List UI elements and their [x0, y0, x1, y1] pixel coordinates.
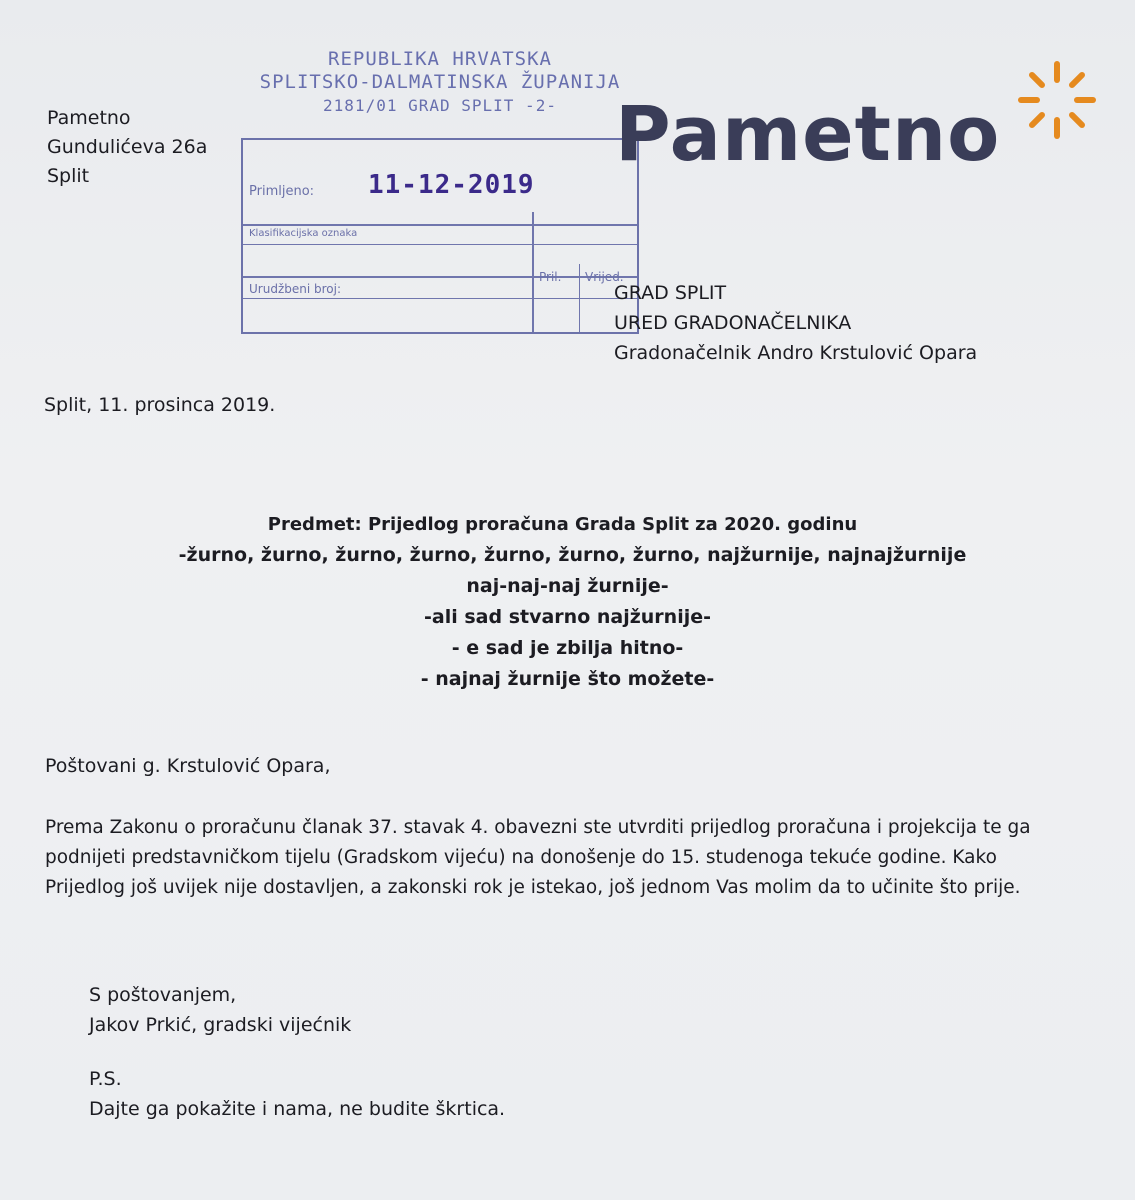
subject-line-3: naj-naj-naj žurnije- [466, 575, 669, 597]
subject-line-5: - e sad je zbilja hitno- [451, 637, 684, 659]
sender-address [47, 104, 207, 191]
sun-icon [1015, 58, 1099, 142]
postscript-label: P.S. [89, 1068, 122, 1090]
stamp-reg-number-label: Urudžbeni broj: [249, 282, 341, 296]
stamp-line-3: 2181/01 GRAD SPLIT -2- [323, 96, 557, 115]
subject-line-6: - najnaj žurnije što možete- [420, 668, 715, 690]
logo-wordmark: Pametno [615, 89, 1001, 178]
postscript-text: Dajte ga pokažite i nama, ne budite škrtica. [89, 1098, 506, 1120]
sender-city: Split [47, 165, 90, 187]
stamp-attachments-label: Pril. [539, 270, 562, 284]
stamp-divider [243, 224, 637, 226]
stamp-divider [243, 298, 637, 299]
stamp-received-label: Primljeno: [249, 184, 315, 199]
body-line-1: Prema Zakonu o proračunu članak 37. stavak 4. obavezni ste utvrditi prijedlog proračuna i projekcija te ga [45, 817, 1031, 838]
subject-line-2: -žurno, žurno, žurno, žurno, žurno, žurno, žurno, najžurnije, najnajžurnije [178, 544, 967, 566]
recipient-line-3: Gradonačelnik Andro Krstulović Opara [614, 342, 978, 364]
body-line-2: podnijeti predstavničkom tijelu (Gradskom vijeću) na donošenje do 15. studenoga tekuće godine. Kako [45, 847, 997, 868]
stamp-received-date: 11-12-2019 [368, 170, 535, 200]
subject-title: Predmet: Prijedlog proračuna Grada Split za 2020. godinu [267, 514, 858, 535]
closing-salutation: S poštovanjem, [89, 984, 237, 1006]
signature-name: Jakov Prkić, gradski vijećnik [89, 1014, 352, 1036]
stamp-line-2: SPLITSKO-DALMATINSKA ŽUPANIJA [259, 71, 621, 93]
greeting: Poštovani g. Krstulović Opara, [45, 755, 331, 777]
stamp-column-divider [579, 264, 580, 332]
letter-date: Split, 11. prosinca 2019. [44, 394, 276, 416]
stamp-divider [243, 244, 637, 245]
sender-street: Gundulićeva 26a [47, 136, 208, 158]
closing-block [89, 980, 351, 1040]
registry-stamp-box [241, 138, 639, 334]
body-line-3: Prijedlog još uvijek nije dostavljen, a zakonski rok je istekao, još jednom Vas molim da to učinite što prije. [45, 877, 1021, 898]
subject-line-4: -ali sad stvarno najžurnije- [424, 606, 711, 628]
stamp-line-1: REPUBLIKA HRVATSKA [328, 48, 552, 70]
stamp-divider [243, 276, 637, 278]
registry-stamp-header [230, 48, 650, 117]
stamp-value-label: Vrijed. [585, 270, 624, 284]
recipient-line-2: URED GRADONAČELNIKA [614, 312, 852, 334]
letter-body [45, 813, 1045, 903]
pametno-logo [615, 58, 1105, 178]
subject-block [0, 510, 1135, 695]
recipient-address [614, 278, 977, 368]
postscript-block [89, 1064, 505, 1124]
sender-name: Pametno [47, 107, 131, 129]
stamp-column-divider [532, 212, 534, 332]
stamp-classification-label: Klasifikacijska oznaka [249, 228, 358, 239]
recipient-line-1: GRAD SPLIT [614, 282, 727, 304]
